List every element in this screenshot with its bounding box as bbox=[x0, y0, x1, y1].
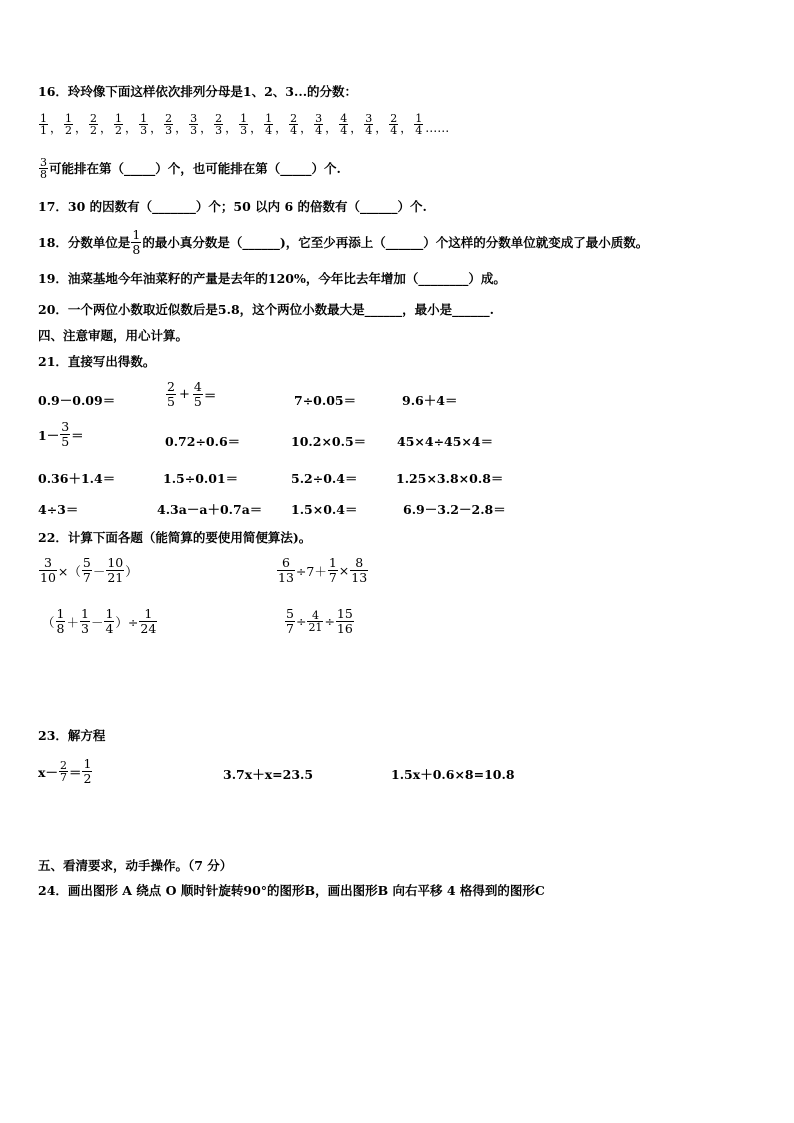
q21-eq: ＝ bbox=[203, 387, 217, 403]
q16-seq-numerator: 1 bbox=[65, 112, 73, 125]
q16-seq-numerator: 2 bbox=[215, 112, 223, 125]
q22-e4-frac-b bbox=[307, 610, 323, 633]
q22-e1-b-num: 5 bbox=[82, 555, 91, 570]
q22-e4-div1: ÷ bbox=[295, 614, 307, 629]
q16-seq-numerator: 2 bbox=[165, 112, 173, 125]
q22-e3-frac-d bbox=[139, 607, 157, 636]
q21-r2-frac-den: 5 bbox=[61, 434, 70, 449]
q16-seq-separator: ， bbox=[200, 121, 213, 135]
q22-e1-frac-a bbox=[39, 556, 57, 585]
q22-e4-frac-a bbox=[285, 607, 295, 636]
q21-r3-c2: 1.5÷0.01＝ bbox=[163, 471, 239, 486]
q22-e2-frac-b bbox=[328, 556, 338, 585]
q22-e3-d-num: 1 bbox=[144, 606, 153, 621]
q21-r2-c3: 10.2×0.5＝ bbox=[291, 434, 367, 449]
q21-frac-a-den: 5 bbox=[167, 394, 175, 409]
q22-e3-c-num: 1 bbox=[105, 606, 114, 621]
q16-seq-fraction bbox=[139, 113, 148, 136]
q16-seq-separator: ， bbox=[100, 121, 113, 135]
q22-e3-frac-c bbox=[104, 607, 114, 636]
q16-text: 可能排在第（_____）个，也可能排在第（_____）个. bbox=[49, 160, 341, 176]
q16-seq-fraction bbox=[89, 113, 98, 136]
q21-r3-c1: 0.36＋1.4＝ bbox=[38, 471, 116, 486]
q21-plus: + bbox=[178, 387, 190, 402]
q16-seq-numerator: 3 bbox=[190, 112, 198, 125]
q16-seq-denominator: 4 bbox=[265, 124, 273, 137]
q16-seq-fraction bbox=[239, 113, 248, 136]
q16-seq-numerator: 1 bbox=[115, 112, 123, 125]
q21-r2-frac-num: 3 bbox=[61, 419, 70, 434]
q23-eq1-b-num: 1 bbox=[83, 756, 92, 771]
section4-heading: 四、注意审题，用心计算。 bbox=[38, 328, 189, 343]
q16-seq-fraction bbox=[214, 113, 223, 136]
q20-text: 20．一个两位小数取近似数后是5.8，这个两位小数最大是______，最小是______. bbox=[38, 302, 494, 317]
q16-seq-fraction bbox=[289, 113, 298, 136]
q21-r1-c4: 9.6＋4＝ bbox=[402, 393, 458, 408]
q22-e3-frac-b bbox=[80, 607, 90, 636]
q21-r4-c2: 4.3a－a＋0.7a＝ bbox=[157, 502, 263, 517]
q21-r1-c1: 0.9－0.09＝ bbox=[38, 393, 116, 408]
q16-fraction-sequence bbox=[38, 113, 450, 136]
q22-e2-c-den: 13 bbox=[351, 570, 368, 585]
q16-seq-separator: ， bbox=[250, 121, 263, 135]
q23-equation-2: 3.7x＋x=23.5 bbox=[223, 767, 314, 782]
q22-e4-c-num: 15 bbox=[336, 606, 353, 621]
q16-seq-numerator: 1 bbox=[40, 112, 47, 125]
q21-r2-c1 bbox=[38, 420, 84, 449]
q21-r2-c4: 45×4÷45×4＝ bbox=[397, 434, 494, 449]
q21-r1-c3: 7÷0.05＝ bbox=[294, 393, 357, 408]
q23-eq1-frac-b bbox=[82, 757, 92, 786]
q22-e1-b-den: 7 bbox=[82, 570, 91, 585]
q21-r3-c3: 5.2÷0.4＝ bbox=[291, 471, 358, 486]
q22-e1-close: ） bbox=[125, 563, 138, 579]
q23-eq1-a-den: 7 bbox=[59, 771, 67, 784]
q22-e1-frac-b bbox=[82, 556, 92, 585]
q23-equation-3: 1.5x＋0.6×8=10.8 bbox=[391, 767, 515, 782]
q16-seq-numerator: 1 bbox=[240, 112, 248, 125]
q22-e2-a-den: 13 bbox=[278, 570, 294, 585]
q18-pre: 18．分数单位是 bbox=[38, 234, 131, 250]
q18-frac-numerator: 1 bbox=[132, 227, 141, 242]
q22-e1-a-den: 10 bbox=[40, 570, 56, 585]
q22-e2-times: × bbox=[338, 563, 350, 578]
q22-e1-a-num: 3 bbox=[43, 555, 52, 570]
q16-seq-denominator: 4 bbox=[365, 124, 373, 137]
q22-e2-b-den: 7 bbox=[328, 570, 337, 585]
q21-r2-eq: ＝ bbox=[71, 427, 84, 443]
q16-seq-denominator: 3 bbox=[215, 124, 223, 137]
q24-text: 24．画出图形 A 绕点 O 顺时针旋转90°的图形B，画出图形B 向右平移 4 格得到的图形C bbox=[38, 883, 545, 898]
q16-seq-denominator: 4 bbox=[315, 124, 323, 137]
q23-title: 23．解方程 bbox=[38, 728, 106, 743]
q22-e3-close: ）÷ bbox=[115, 614, 139, 630]
q16-seq-denominator: 2 bbox=[115, 124, 123, 137]
q22-e3-b-num: 1 bbox=[80, 606, 89, 621]
q22-e3-open: （ bbox=[42, 614, 55, 630]
q16-seq-fraction bbox=[364, 113, 373, 136]
q22-e1-c-num: 10 bbox=[107, 555, 124, 570]
q22-e4-c-den: 16 bbox=[336, 621, 353, 636]
q16-seq-denominator: 3 bbox=[165, 124, 173, 137]
q22-e3-frac-a bbox=[56, 607, 66, 636]
q16-seq-fraction bbox=[39, 113, 48, 136]
q16-seq-separator: ， bbox=[125, 121, 138, 135]
q16-seq-numerator: 3 bbox=[365, 112, 373, 125]
q22-e2-frac-a bbox=[277, 556, 295, 585]
q16-seq-numerator: 3 bbox=[315, 112, 323, 125]
q18-question bbox=[38, 228, 648, 257]
q16-seq-numerator: 2 bbox=[290, 112, 298, 125]
q16-seq-denominator: 1 bbox=[40, 124, 47, 137]
q16-frac-denominator: 8 bbox=[40, 168, 47, 181]
q16-seq-fraction bbox=[164, 113, 173, 136]
q16-seq-numerator: 2 bbox=[390, 112, 398, 125]
q23-eq1-b-den: 2 bbox=[83, 771, 92, 786]
q16-seq-denominator: 2 bbox=[90, 124, 98, 137]
q16-seq-fraction bbox=[114, 113, 123, 136]
q22-e2-b-num: 1 bbox=[328, 555, 337, 570]
q21-frac-a-num: 2 bbox=[167, 379, 175, 394]
q16-seq-fraction bbox=[264, 113, 273, 136]
q16-seq-separator: ， bbox=[350, 121, 363, 135]
q21-r4-c1: 4÷3＝ bbox=[38, 502, 79, 517]
q21-r3-c4: 1.25×3.8×0.8＝ bbox=[396, 471, 504, 486]
q16-seq-separator: ， bbox=[325, 121, 338, 135]
q16-seq-denominator: 2 bbox=[65, 124, 73, 137]
q16-seq-denominator: 4 bbox=[290, 124, 298, 137]
q22-expr-2 bbox=[276, 556, 369, 585]
q16-seq-fraction bbox=[414, 113, 423, 136]
q21-r4-c4: 6.9－3.2－2.8＝ bbox=[403, 502, 506, 517]
q22-e1-times: ×（ bbox=[57, 563, 81, 579]
q21-r2-pre: 1－ bbox=[38, 427, 60, 443]
q21-frac-a bbox=[166, 380, 176, 409]
q16-fraction bbox=[39, 157, 48, 180]
q22-e4-div2: ÷ bbox=[324, 614, 335, 629]
q16-title: 16．玲玲像下面这样依次排列分母是1、2、3...的分数： bbox=[38, 84, 358, 99]
q22-e3-d-den: 24 bbox=[140, 621, 157, 636]
q22-e2-a-num: 6 bbox=[281, 555, 290, 570]
q22-expr-3 bbox=[42, 607, 158, 636]
q21-frac-b bbox=[193, 380, 203, 409]
q16-seq-separator: ， bbox=[150, 121, 163, 135]
q16-seq-separator: ， bbox=[75, 121, 88, 135]
q16-seq-fraction bbox=[64, 113, 73, 136]
q16-seq-ellipsis: …… bbox=[425, 121, 450, 135]
q16-seq-fraction bbox=[189, 113, 198, 136]
q16-seq-numerator: 1 bbox=[140, 112, 148, 125]
q16-seq-numerator: 1 bbox=[415, 112, 423, 125]
q23-eq1-frac-a bbox=[59, 760, 68, 783]
q21-r2-frac bbox=[60, 420, 70, 449]
q22-e4-frac-c bbox=[336, 607, 354, 636]
q22-e4-a-num: 5 bbox=[286, 606, 294, 621]
q22-e2-c-num: 8 bbox=[355, 555, 364, 570]
q23-eq1-a-num: 2 bbox=[59, 759, 67, 772]
q16-seq-denominator: 4 bbox=[340, 124, 348, 137]
q21-frac-b-num: 4 bbox=[193, 379, 202, 394]
q22-e4-a-den: 7 bbox=[286, 621, 294, 636]
q16-seq-separator: ， bbox=[225, 121, 238, 135]
q16-frac-numerator: 3 bbox=[40, 156, 47, 169]
q16-seq-separator: ， bbox=[300, 121, 313, 135]
q16-seq-fraction bbox=[339, 113, 348, 136]
q22-e1-c-den: 21 bbox=[107, 570, 124, 585]
q16-seq-numerator: 4 bbox=[340, 112, 348, 125]
q18-frac-denominator: 8 bbox=[132, 242, 141, 257]
q16-seq-numerator: 2 bbox=[90, 112, 98, 125]
q22-title: 22．计算下面各题（能简算的要使用简便算法)。 bbox=[38, 530, 312, 545]
q22-e3-a-num: 1 bbox=[56, 606, 65, 621]
q19-text: 19．油菜基地今年油菜籽的产量是去年的120%，今年比去年增加（________）成。 bbox=[38, 271, 506, 286]
q22-e3-a-den: 8 bbox=[56, 621, 65, 636]
q22-expr-4 bbox=[284, 607, 355, 636]
q22-e1-frac-c bbox=[106, 556, 124, 585]
q22-e4-b-den: 21 bbox=[308, 621, 323, 634]
q16-seq-separator: ， bbox=[275, 121, 288, 135]
q21-r2-c2: 0.72÷0.6＝ bbox=[165, 434, 241, 449]
q18-fraction bbox=[131, 228, 141, 257]
q22-e4-b-num: 4 bbox=[311, 609, 319, 622]
section5-heading: 五、看清要求，动手操作。（7 分） bbox=[38, 858, 233, 873]
q21-title: 21．直接写出得数。 bbox=[38, 354, 156, 369]
q16-seq-separator: ， bbox=[400, 121, 413, 135]
q22-e3-plus: ＋ bbox=[66, 614, 79, 630]
q16-seq-numerator: 1 bbox=[265, 112, 273, 125]
q16-seq-separator: ， bbox=[50, 121, 63, 135]
q16-seq-denominator: 4 bbox=[390, 124, 398, 137]
q23-equation-1 bbox=[38, 757, 93, 786]
q23-eq1-pre: x－ bbox=[38, 764, 58, 780]
q21-r4-c3: 1.5×0.4＝ bbox=[291, 502, 358, 517]
q16-seq-denominator: 4 bbox=[415, 124, 423, 137]
q21-frac-b-den: 5 bbox=[193, 394, 202, 409]
q22-e3-minus: － bbox=[90, 614, 104, 630]
q16-seq-denominator: 3 bbox=[190, 124, 198, 137]
q22-e2-frac-c bbox=[350, 556, 368, 585]
q22-expr-1 bbox=[38, 556, 138, 585]
q16-seq-fraction bbox=[389, 113, 398, 136]
q18-post: 的最小真分数是（______)，它至少再添上（______）个这样的分数单位就变成了最小质数。 bbox=[142, 234, 649, 250]
q16-seq-separator: ， bbox=[375, 121, 388, 135]
q22-e2-div: ÷7＋ bbox=[295, 563, 327, 579]
q23-eq1-eq: ＝ bbox=[68, 764, 82, 780]
q16-seq-denominator: 3 bbox=[140, 124, 148, 137]
q16-question bbox=[38, 157, 341, 180]
q16-seq-fraction bbox=[314, 113, 323, 136]
q22-e3-c-den: 4 bbox=[105, 621, 114, 636]
q22-e3-b-den: 3 bbox=[80, 621, 89, 636]
q16-seq-separator: ， bbox=[175, 121, 188, 135]
q21-r1-c2 bbox=[165, 380, 216, 409]
q22-e1-minus: － bbox=[92, 563, 106, 579]
q17-text: 17．30 的因数有（_______）个；50 以内 6 的倍数有（______）个. bbox=[38, 199, 427, 214]
q16-seq-denominator: 3 bbox=[240, 124, 248, 137]
